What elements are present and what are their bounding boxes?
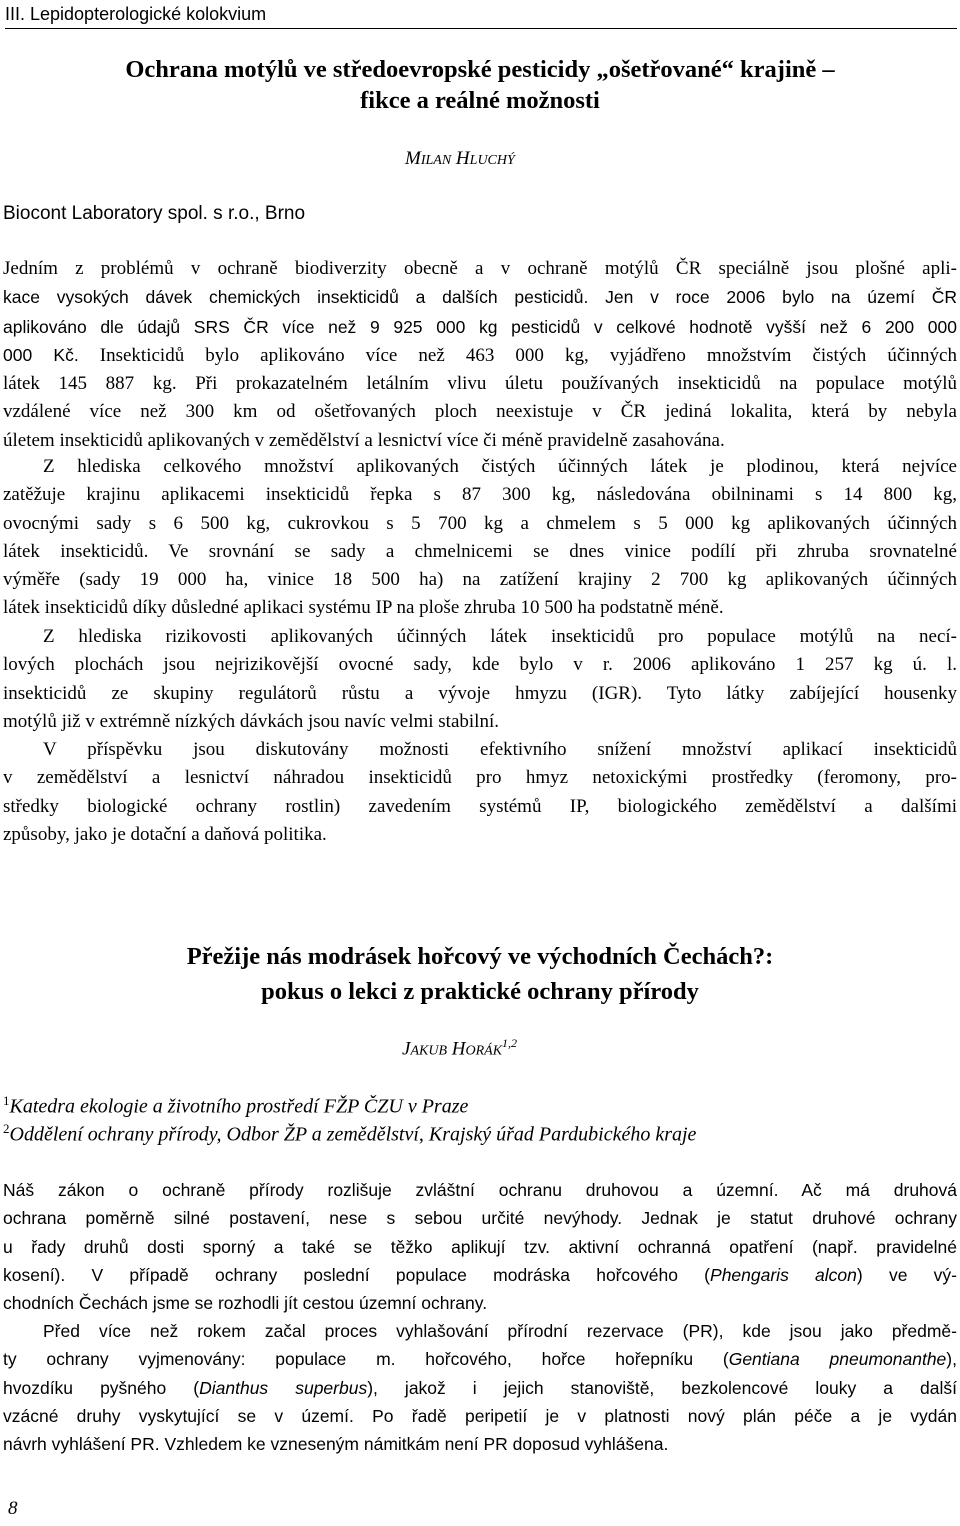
author-first-rest: AKUB bbox=[410, 1043, 447, 1059]
article2-paragraph-2 bbox=[3, 1317, 957, 1458]
article1-author bbox=[405, 148, 515, 170]
author-first-rest: ILAN bbox=[420, 153, 452, 168]
text-line: lových plochách jsou nejrizikovější ovocné sady, kde bylo v r. 2006 aplikováno 1 257 kg ú. l. bbox=[3, 654, 957, 676]
header-rule bbox=[5, 28, 957, 29]
article1-affiliation: Biocont Laboratory spol. s r.o., Brno bbox=[3, 203, 306, 224]
text-line: vzdálené více než 300 km od ošetřovaných ploch neexistuje v ČR jediná lokalita, která by nebyla bbox=[3, 401, 957, 423]
text-line: způsoby, jako je dotační a daňová politika. bbox=[3, 823, 327, 845]
text-line: Jedním z problémů v ochraně biodiverzity obecně a v ochraně motýlů ČR speciálně jsou plošné apli- bbox=[3, 258, 957, 279]
author-last-rest: LUCHÝ bbox=[469, 153, 515, 168]
article2-author bbox=[402, 1036, 517, 1060]
author-superscript: 1,2 bbox=[502, 1036, 518, 1050]
text-line: návrh vyhlášení PR. Vzhledem ke vzneseným námitkám není PR doposud vyhlášena. bbox=[3, 1434, 669, 1455]
text-line: Náš zákon o ochraně přírody rozlišuje zvláštní ochranu druhovou a územní. Ač má druhová bbox=[3, 1180, 957, 1200]
text-line: látek 145 887 kg. Při prokazatelném letálním vlivu úletu používaných insekticidů na populace motýlů bbox=[3, 373, 957, 395]
text-line: motýlů již v extrémně nízkých dávkách jsou navíc velmi stabilní. bbox=[3, 710, 499, 732]
author-first-initial: J bbox=[402, 1038, 411, 1060]
text-line: ovocnými sady s 6 500 kg, cukrovkou s 5 700 kg a chmelem s 5 000 kg aplikovaných účinných bbox=[3, 512, 957, 534]
text-line: ochrana poměrně silné postavení, nese s sebou určité nevýhody. Jednak je statut druhové ochrany bbox=[3, 1208, 957, 1229]
text-line: zatěžuje krajinu aplikacemi insekticidů řepka s 87 300 kg, následována obilninami s 14 800 kg, bbox=[3, 484, 957, 506]
text-line: aplikováno dle údajů SRS ČR více než 9 925 000 kg pesticidů v celkové hodnotě vyšší než 6 200 000 bbox=[3, 316, 957, 337]
text-line: výměře (sady 19 000 ha, vinice 18 500 ha) na zatížení krajiny 2 700 kg aplikovaných účinných bbox=[3, 569, 957, 591]
page-number: 8 bbox=[8, 1498, 18, 1519]
author-last-initial: H bbox=[455, 148, 470, 169]
author-last-initial: H bbox=[451, 1038, 466, 1060]
article1-title-line1: Ochrana motýlů ve středoevropské pesticidy „ošetřované“ krajině – bbox=[125, 56, 835, 83]
article1-paragraph-2 bbox=[3, 453, 957, 623]
text-line: úletem insekticidů aplikovaných v zemědělství a lesnictví více či méně pravidelně zasahována. bbox=[3, 429, 725, 451]
text-line: v zemědělství a lesnictví náhradou insekticidů pro hmyz netoxickými prostředky (feromony, pro- bbox=[3, 767, 957, 789]
article1-title-line2: fikce a reálné možnosti bbox=[360, 87, 600, 114]
running-head: III. Lepidopterologické kolokvium bbox=[5, 4, 267, 24]
author-first-initial: M bbox=[405, 148, 421, 169]
text-line: insekticidů ze skupiny regulátorů růstu a vývoje hmyzu (IGR). Tyto látky zabíjející housenky bbox=[3, 682, 957, 704]
article2-affiliation-2: $^2$Oddělení ochrany přírody, Odbor ŽP a zemědělství, Krajský úřad Pardubického kraje bbox=[3, 1121, 697, 1146]
text-line: vzácné druhy vyskytující se v území. Po řadě peripetií je v platnosti nový plán péče a je vydán bbox=[3, 1405, 957, 1426]
text-line: kosení). V případě ochrany poslední populace modráska hořcového (Phengaris alcon) ve vý- bbox=[3, 1264, 957, 1285]
article1-paragraph-1 bbox=[3, 255, 957, 455]
article1-paragraph-4 bbox=[3, 736, 957, 849]
text-line: ty ochrany vyjmenovány: populace m. hořcového, hořce hořepníku (Gentiana pneumonanthe), bbox=[3, 1349, 957, 1370]
article2-title-line1: Přežije nás modrásek hořcový ve východních Čechách?: bbox=[186, 943, 774, 970]
text-line: V příspěvku jsou diskutovány možnosti efektivního snížení množství aplikací insekticidů bbox=[43, 739, 957, 760]
text-line: chodních Čechách jsme se rozhodli jít cestou územní ochrany. bbox=[3, 1293, 488, 1314]
text-line: Z hlediska rizikovosti aplikovaných účinných látek insekticidů pro populace motýlů na necí- bbox=[43, 626, 957, 647]
text-line: látek insekticidů díky důsledné aplikaci systému IP na ploše zhruba 10 500 ha podstatně méně. bbox=[3, 597, 724, 619]
article2-title-line2: pokus o lekci z praktické ochrany přírody bbox=[261, 978, 699, 1005]
author-last-rest: ORÁK bbox=[465, 1043, 503, 1059]
text-line: kace vysokých dávek chemických insekticidů a dalších pesticidů. Jen v roce 2006 bylo na území ČR bbox=[3, 287, 957, 308]
text-line: Před více než rokem začal proces vyhlašování přírodní rezervace (PR), kde jsou jako předmě- bbox=[43, 1321, 957, 1341]
text-line: 000 Kč. Insekticidů bylo aplikováno více než 463 000 kg, vyjádřeno množstvím čistých účinných bbox=[3, 344, 957, 366]
text-line: hvozdíku pyšného (Dianthus superbus), jakož i jejich stanoviště, bezkolencové louky a další bbox=[3, 1377, 957, 1398]
text-line: látek insekticidů. Ve srovnání se sady a chmelnicemi se dnes vinice podílí při zhruba srovnatelné bbox=[3, 540, 957, 562]
article2-affiliation-1: $^1$Katedra ekologie a životního prostředí FŽP ČZU v Praze bbox=[3, 1093, 469, 1118]
text-line: středky biologické ochrany rostlin) zavedením systémů IP, biologického zemědělství a dalšími bbox=[3, 795, 957, 817]
text-line: Z hlediska celkového množství aplikovaných čistých účinných látek je plodinou, která nejvíce bbox=[43, 456, 957, 477]
article2-paragraph-1 bbox=[3, 1176, 957, 1317]
text-line: u řady druhů dosti sporný a také se těžko aplikují tzv. aktivní ochranná opatření (např. pravidelné bbox=[3, 1236, 957, 1257]
article1-paragraph-3 bbox=[3, 623, 957, 736]
